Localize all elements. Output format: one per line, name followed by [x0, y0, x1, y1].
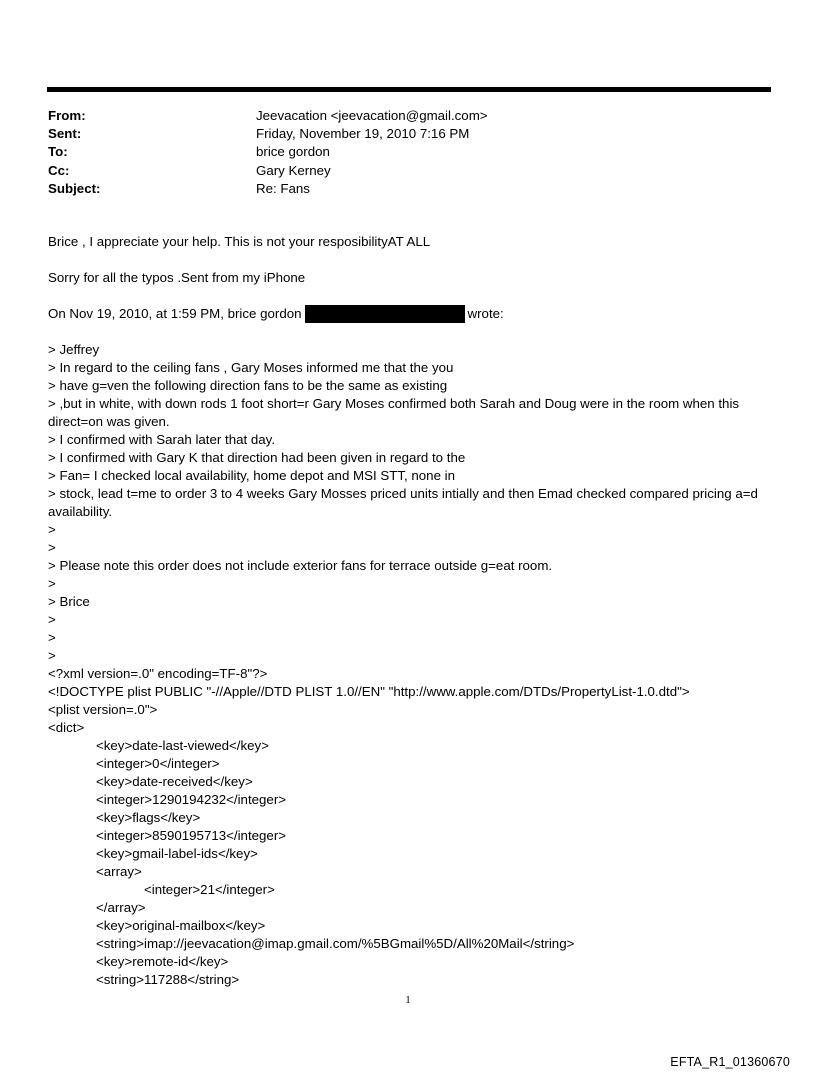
quoted-line: > stock, lead t=me to order 3 to 4 weeks Gary Mosses priced units intially and then Emad checked compared pricing a=d availability. — [48, 486, 758, 519]
quote-intro-wrote: wrote: — [467, 306, 504, 321]
email-header — [48, 107, 768, 198]
header-row-sent — [48, 125, 768, 143]
quoted-line: > In regard to the ceiling fans , Gary Moses informed me that the you — [48, 360, 454, 375]
body-paragraph-1: Brice , I appreciate your help. This is not your resposibilityAT ALL — [48, 234, 431, 249]
code-line: <integer>21</integer> — [144, 882, 275, 897]
to-label: To: — [48, 144, 68, 160]
header-row-from — [48, 107, 768, 125]
code-line: <dict> — [48, 720, 85, 735]
page-number: 1 — [405, 994, 411, 1006]
plist-metadata — [48, 665, 770, 989]
quoted-line: > — [48, 522, 56, 537]
quoted-line: > Please note this order does not include exterior fans for terrace outside g=eat room. — [48, 558, 553, 573]
quoted-line: > — [48, 576, 56, 591]
subject-label: Subject: — [48, 180, 101, 196]
code-line: <string>imap://jeevacation@imap.gmail.com/%5BGmail%5D/All%20Mail</string> — [96, 936, 575, 951]
quoted-line: > — [48, 648, 56, 663]
code-line: <key>original-mailbox</key> — [96, 918, 266, 933]
code-line: <integer>0</integer> — [96, 756, 220, 771]
email-body — [48, 233, 770, 989]
code-line: <key>date-last-viewed</key> — [96, 738, 269, 753]
code-line: <key>remote-id</key> — [96, 954, 229, 969]
quoted-line: > Fan= I checked local availability, home depot and MSI STT, none in — [48, 468, 456, 483]
code-line: <array> — [96, 864, 142, 879]
spacer — [48, 287, 770, 305]
quoted-line: > Brice — [48, 594, 90, 609]
spacer — [48, 323, 770, 341]
body-paragraph-2: Sorry for all the typos .Sent from my iPhone — [48, 270, 306, 285]
quote-intro-line — [48, 305, 770, 323]
quote-intro-text: On Nov 19, 2010, at 1:59 PM, brice gordon — [48, 306, 302, 321]
quoted-line: > have g=ven the following direction fans to be the same as existing — [48, 378, 448, 393]
header-row-cc — [48, 162, 768, 180]
redaction-box — [305, 305, 465, 323]
code-line: <integer>1290194232</integer> — [96, 792, 287, 807]
cc-label: Cc: — [48, 162, 70, 178]
code-line: <integer>8590195713</integer> — [96, 828, 287, 843]
header-row-subject — [48, 180, 768, 198]
to-value: brice gordon — [256, 144, 330, 160]
cc-value: Gary Kerney — [256, 162, 331, 178]
quoted-line: > Jeffrey — [48, 342, 100, 357]
quoted-line: > ,but in white, with down rods 1 foot short=r Gary Moses confirmed both Sarah and Doug were in the room when this direct=on was given. — [48, 396, 740, 429]
quoted-line: > — [48, 612, 56, 627]
spacer — [48, 251, 770, 269]
subject-value: Re: Fans — [256, 180, 310, 196]
code-line: <key>gmail-label-ids</key> — [96, 846, 258, 861]
quoted-line: > — [48, 540, 56, 555]
top-rule — [47, 87, 771, 92]
code-line: <string>117288</string> — [96, 972, 240, 987]
from-label: From: — [48, 108, 86, 123]
code-line: </array> — [96, 900, 146, 915]
code-line: <?xml version=.0" encoding=TF-8"?> — [48, 666, 268, 681]
code-line: <plist version=.0"> — [48, 702, 158, 717]
code-line: <key>flags</key> — [96, 810, 201, 825]
sent-label: Sent: — [48, 126, 82, 142]
code-line: <key>date-received</key> — [96, 774, 253, 789]
code-line: <!DOCTYPE plist PUBLIC "-//Apple//DTD PLIST 1.0//EN" "http://www.apple.com/DTDs/PropertyList-1.0.dtd"> — [48, 684, 690, 699]
bates-number: EFTA_R1_01360670 — [670, 1055, 790, 1069]
from-value: Jeevacation <jeevacation@gmail.com> — [256, 108, 488, 123]
quoted-line: > I confirmed with Sarah later that day. — [48, 432, 276, 447]
quoted-message — [48, 341, 770, 665]
header-row-to — [48, 143, 768, 161]
quoted-line: > — [48, 630, 56, 645]
quoted-line: > I confirmed with Gary K that direction had been given in regard to the — [48, 450, 466, 465]
sent-value: Friday, November 19, 2010 7:16 PM — [256, 126, 470, 142]
